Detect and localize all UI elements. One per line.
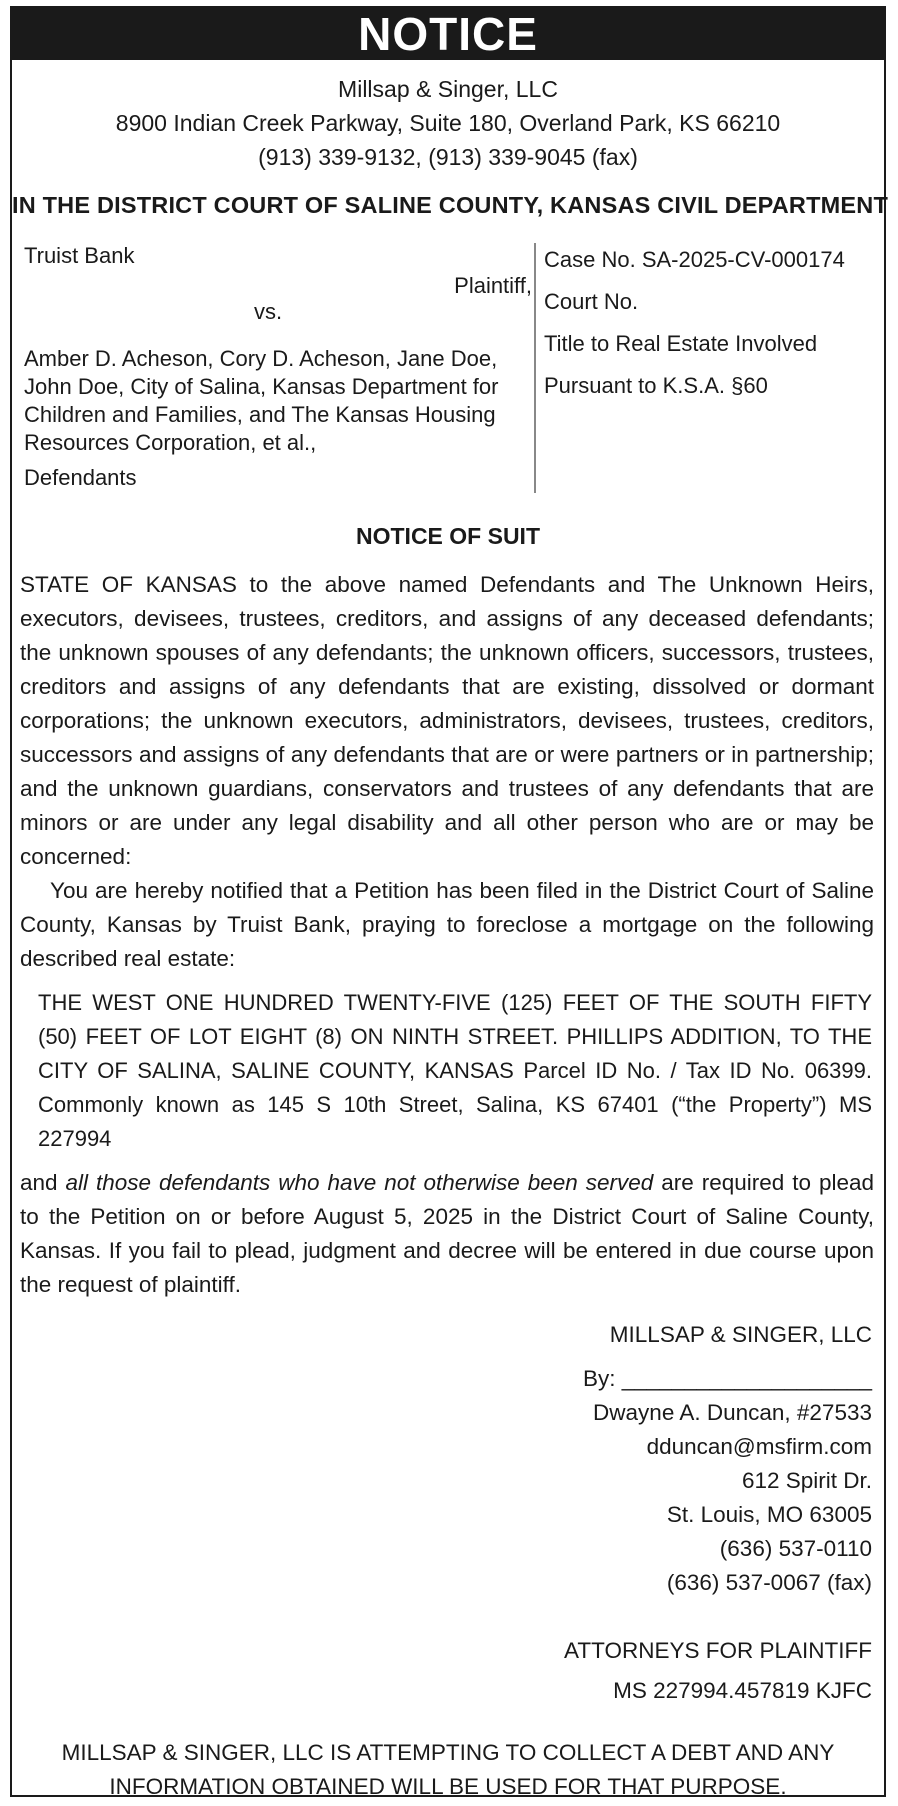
attorney-fax: (636) 537-0067 (fax) [666, 1570, 872, 1595]
debt-collection-disclaimer: MILLSAP & SINGER, LLC IS ATTEMPTING TO COLLECT A DEBT AND ANY INFORMATION OBTAINED WILL BE USED FOR THAT PURPOSE. [61, 1740, 835, 1799]
firm-name: Millsap & Singer, LLC [338, 76, 558, 102]
signature-spacer-2 [12, 1600, 872, 1634]
para3-rest: are required to plead to the Petition on or before August 5, 2025 in the District Court of Saline County, Kansas. If you fail to plead, judgment and decree will be entered in due course upon the request of plaintiff. [20, 1170, 874, 1297]
defendants-label: Defendants [24, 465, 137, 490]
attorneys-role: ATTORNEYS FOR PLAINTIFF [564, 1638, 872, 1663]
firm-header [12, 72, 884, 174]
attorney-city: St. Louis, MO 63005 [666, 1502, 872, 1527]
legal-description: THE WEST ONE HUNDRED TWENTY-FIVE (125) FEET OF THE SOUTH FIFTY (50) FEET OF LOT EIGHT (8) ON NINTH STREET. PHILLIPS ADDITION, TO THE CITY OF SALINA, SALINE COUNTY, KANSAS Parcel ID No. / Tax ID No. 06399. Commonly known as 145 S 10th Street, Salina, KS 67401 (“the Property”) MS 227994 [38, 990, 872, 1151]
firm-phones: (913) 339-9132, (913) 339-9045 (fax) [258, 144, 638, 170]
para3-italic: all those defendants who have not otherwise been served [65, 1170, 654, 1195]
para3-lead: and [20, 1170, 66, 1195]
defendants-list: Amber D. Acheson, Cory D. Acheson, Jane Doe, John Doe, City of Salina, Kansas Department for Children and Families, and The Kansas Housing Resources Corporation, et al., [24, 346, 499, 455]
versus-label: vs. [254, 299, 283, 324]
notice-of-suit-title: NOTICE OF SUIT [356, 523, 540, 549]
caption-parties [24, 243, 532, 493]
body-paragraph-1: STATE OF KANSAS to the above named Defendants and The Unknown Heirs, executors, devisees, trustees, creditors, and assigns of any deceased defendants; the unknown spouses of any defendants; the unknown officers, successors, trustees, creditors and assigns of any defendants that are existing, dissolved or dormant corporations; the unknown executors, administrators, devisees, trustees, creditors, successors and assigns of any defendants that are or were partners or in partnership; and the unknown guardians, conservators and trustees of any defendants that are minors or are under any legal disability and all other person who are or may be concerned: [20, 572, 874, 869]
reference-number: MS 227994.457819 KJFC [613, 1678, 872, 1703]
notice-frame [10, 6, 889, 1799]
attorney-phone: (636) 537-0110 [719, 1536, 872, 1561]
case-caption [12, 243, 884, 493]
plaintiff-name: Truist Bank [24, 243, 135, 268]
court-number: Court No. [544, 289, 639, 314]
plaintiff-label: Plaintiff, [454, 273, 532, 298]
signature-block [12, 1318, 884, 1708]
case-number: Case No. SA-2025-CV-000174 [544, 247, 845, 272]
attorney-name: Dwayne A. Duncan, #27533 [593, 1400, 872, 1425]
signature-firm: MILLSAP & SINGER, LLC [609, 1322, 872, 1347]
body-paragraph-3 [12, 1166, 884, 1302]
attorney-street: 612 Spirit Dr. [741, 1468, 872, 1493]
court-heading: IN THE DISTRICT COURT OF SALINE COUNTY, KANSAS CIVIL DEPARTMENT [12, 192, 889, 218]
firm-address: 8900 Indian Creek Parkway, Suite 180, Overland Park, KS 66210 [115, 110, 781, 136]
pursuant-statute: Pursuant to K.S.A. §60 [544, 373, 768, 398]
caption-divider [534, 243, 536, 493]
attorney-email: dduncan@msfirm.com [646, 1434, 872, 1459]
body-paragraph-2: You are hereby notified that a Petition has been filed in the District Court of Saline County, Kansas by Truist Bank, praying to foreclose a mortgage on the following described real estate: [20, 878, 874, 971]
caption-case-info [544, 243, 874, 411]
title-to-real-estate: Title to Real Estate Involved [544, 331, 818, 356]
signature-line: By: ____________________ [582, 1366, 872, 1391]
signature-spacer [12, 1352, 872, 1362]
notice-banner: NOTICE [12, 8, 884, 60]
